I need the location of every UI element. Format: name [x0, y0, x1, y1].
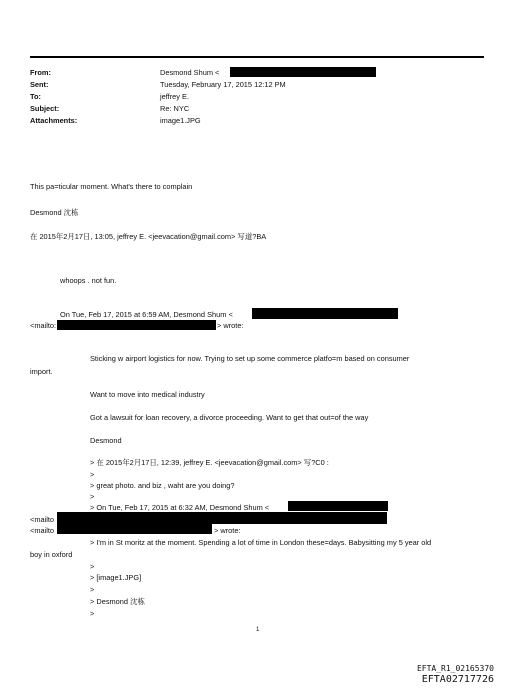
quote-marker: > [90, 562, 95, 571]
subject-label: Subject: [30, 104, 60, 113]
quote-header: > 在 2015年2月17日, 12:39, jeffrey E. <jeevacation@gmail.com> 写?C0 : [90, 458, 329, 467]
quote-header: 在 2015年2月17日, 13:05, jeffrey E. <jeevacation@gmail.com> 写道?BA [30, 232, 267, 241]
wrote-text: > wrote: [214, 526, 241, 535]
bates-id-secondary: EFTA02717726 [421, 674, 494, 685]
quote-marker: > [90, 470, 95, 479]
sent-label: Sent: [30, 80, 49, 89]
body-line: > great photo. and biz , waht are you doing? [90, 481, 235, 490]
quote-marker: > [90, 492, 95, 501]
wrote-text: > wrote: [217, 321, 244, 330]
sent-value: Tuesday, February 17, 2015 12:12 PM [160, 80, 286, 89]
body-line: import. [30, 367, 53, 376]
to-value: jeffrey E. [160, 92, 190, 101]
quote-header: On Tue, Feb 17, 2015 at 6:59 AM, Desmond Shum < [60, 310, 233, 319]
mailto-text: <mailto [30, 526, 55, 535]
page-number: 1 [256, 627, 260, 633]
quote-marker: > [90, 585, 95, 594]
redaction-bar [252, 308, 398, 319]
body-line: whoops . not fun. [60, 276, 117, 285]
attachments-label: Attachments: [30, 116, 78, 125]
body-line: > I'm in St moritz at the moment. Spending a lot of time in London these=days. Babysitting my 5 year old [90, 538, 432, 547]
mailto-text: <mailto [30, 515, 55, 524]
body-line: Want to move into medical industry [90, 390, 205, 399]
attachments-value: image1.JPG [160, 116, 201, 125]
body-line: Got a lawsuit for loan recovery, a divorce proceeding. Want to get that out=of the way [90, 413, 369, 422]
redaction-bar [57, 512, 387, 524]
subject-value: Re: NYC [160, 104, 190, 113]
body-line: This pa=ticular moment. What's there to complain [30, 182, 193, 191]
bates-id-primary: EFTA_R1_02165370 [416, 664, 494, 673]
from-value: Desmond Shum < [160, 68, 220, 77]
quote-marker: > [90, 609, 95, 618]
body-line: Sticking w airport logistics for now. Trying to set up some commerce platfo=m based on consumer [90, 354, 410, 363]
mailto-text: <mailto: [30, 321, 57, 330]
redaction-bar [57, 320, 216, 330]
from-label: From: [30, 68, 51, 77]
redaction-bar [57, 524, 212, 534]
signature: Desmond [90, 436, 122, 445]
to-label: To: [30, 92, 41, 101]
quote-header: > On Tue, Feb 17, 2015 at 6:32 AM, Desmond Shum < [90, 503, 270, 512]
body-line: boy in oxford [30, 550, 73, 559]
signature: Desmond 沈栋 [30, 208, 79, 217]
signature: > Desmond 沈栋 [90, 597, 145, 606]
header-divider [30, 56, 484, 58]
redaction-bar [288, 501, 388, 511]
redaction-bar [230, 67, 376, 77]
attachment-ref: > [image1.JPG] [90, 573, 142, 582]
